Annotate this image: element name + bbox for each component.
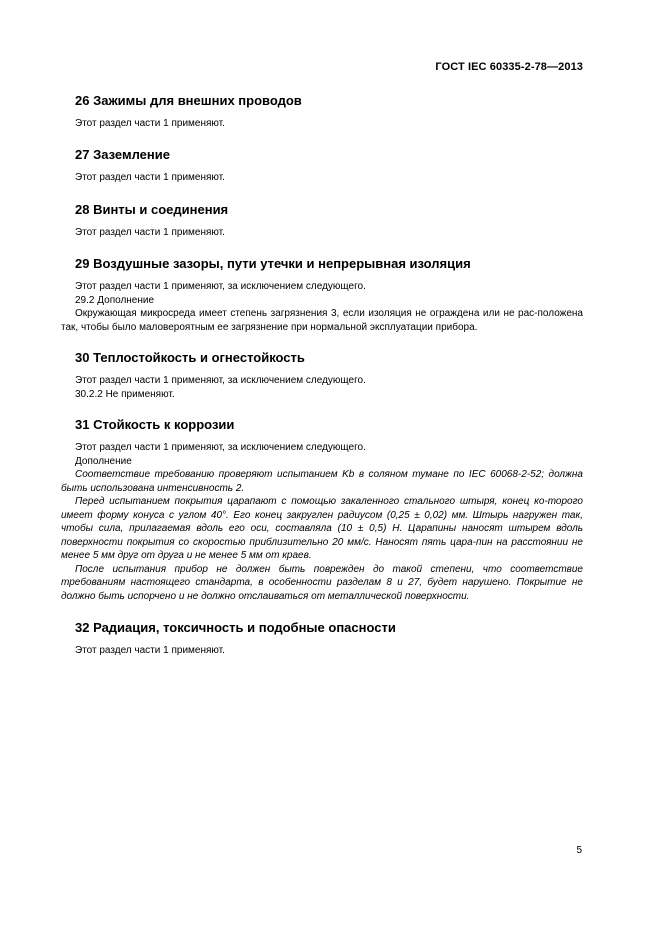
paragraph: 30.2.2 Не применяют.	[75, 388, 175, 400]
page-header: ГОСТ IEC 60335-2-78—2013	[435, 61, 583, 73]
paragraph: Этот раздел части 1 применяют, за исключением следующего.	[75, 442, 366, 453]
page-number: 5	[576, 845, 582, 856]
section-title: 30 Теплостойкость и огнестойкость	[75, 350, 305, 365]
section-32	[61, 619, 583, 658]
section-title: 27 Заземление	[75, 147, 170, 162]
section-31	[61, 416, 583, 603]
section-30	[61, 349, 583, 401]
paragraph: Этот раздел части 1 применяют.	[75, 118, 225, 129]
paragraph: Этот раздел части 1 применяют.	[75, 645, 225, 656]
paragraph: Окружающая микросреда имеет степень загрязнения 3, если изоляция не ограждена или не рас-положена так, чтобы было маловероятным ее загрязнение при нормальной эксплуатации прибора.	[61, 308, 583, 333]
paragraph: Этот раздел части 1 применяют, за исключением следующего.	[75, 375, 366, 386]
section-title: 29 Воздушные зазоры, пути утечки и непрерывная изоляция	[75, 256, 471, 271]
section-26	[61, 92, 583, 131]
section-27	[61, 146, 583, 185]
paragraph: Перед испытанием покрытия царапают с помощью закаленного стального штыря, конец ко-торого имеет форму конуса с углом 40°. Его конец закруглен радиусом (0,25 ± 0,02) мм. Штырь нагружен так, чтобы сила, прилагаемая вдоль его оси, составляла (10 ± 0,5) Н. Царапины наносят штырем вдоль поверхности покрытия со скоростью приблизительно 20 мм/с. Наносят пять цара-пин на расстоянии не менее 5 мм друг от друга и не менее 5 мм от краев.	[61, 496, 583, 561]
paragraph: Этот раздел части 1 применяют.	[75, 227, 225, 238]
paragraph: После испытания прибор не должен быть поврежден до такой степени, что соответствие требованиям настоящего стандарта, в особенности разделам 8 и 27, будет нарушено. Покрытие не должно быть испорчено и не должно отслаиваться от металлической поверхности.	[61, 563, 583, 602]
section-title: 28 Винты и соединения	[75, 202, 229, 217]
paragraph: Дополнение	[75, 455, 132, 467]
paragraph: Соответствие требованию проверяют испытанием Kb в соляном тумане по IEC 60068-2-52; должна быть использована интенсивность 2.	[61, 469, 583, 494]
section-28	[61, 201, 583, 240]
section-title: 26 Зажимы для внешних проводов	[75, 93, 302, 108]
section-title: 31 Стойкость к коррозии	[75, 417, 235, 432]
section-title: 32 Радиация, токсичность и подобные опасности	[75, 620, 396, 635]
section-29	[61, 255, 583, 334]
paragraph: Этот раздел части 1 применяют.	[75, 172, 225, 183]
paragraph: Этот раздел части 1 применяют, за исключением следующего.	[75, 281, 366, 292]
paragraph: 29.2 Дополнение	[75, 294, 155, 306]
